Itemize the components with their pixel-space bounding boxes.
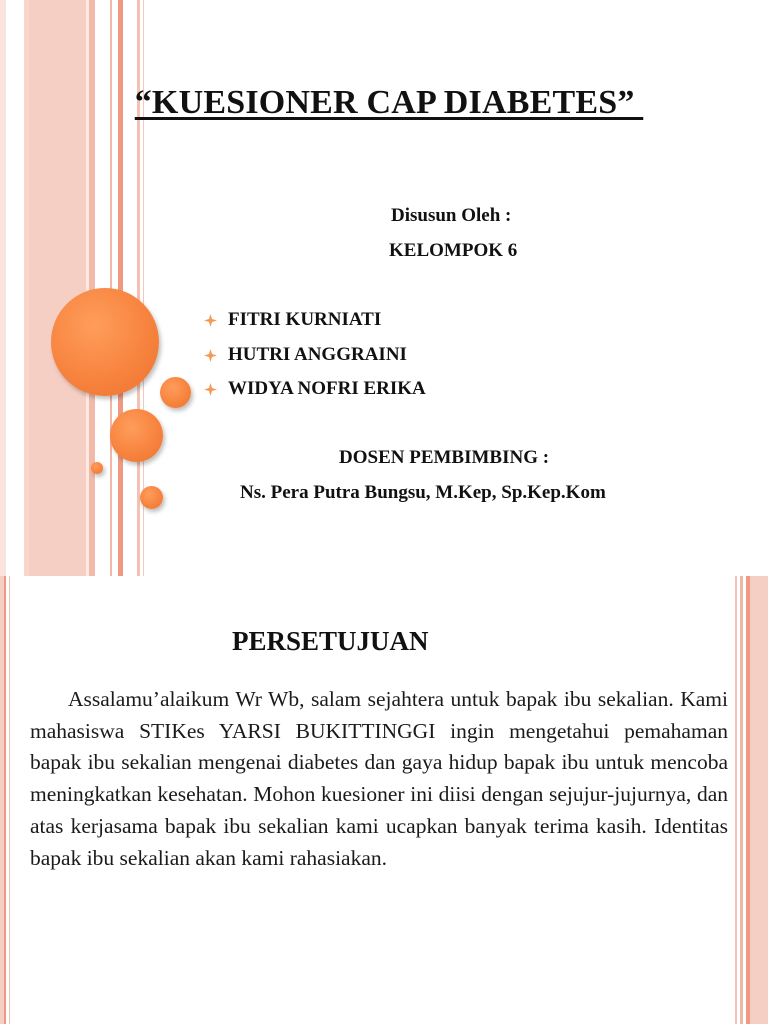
list-item — [204, 374, 426, 409]
decor-band — [9, 576, 10, 1024]
member-list — [204, 305, 426, 409]
member-name: FITRI KURNIATI — [228, 309, 382, 330]
composed-by-label: Disusun Oleh : — [391, 205, 512, 226]
consent-slide — [0, 576, 768, 1024]
decor-band — [735, 576, 737, 1024]
decor-band — [750, 576, 768, 1024]
supervisor-label: DOSEN PEMBIMBING : — [339, 447, 550, 468]
consent-paragraph: Assalamu’alaikum Wr Wb, salam sejahtera untuk bapak ibu sekalian. Kami mahasiswa STIKes YARSI BUKITTINGGI ingin mengetahui pemahaman bapak ibu sekalian mengenai diabetes dan gaya hidup bapak ibu untuk mencoba meningkatkan kesehatan. Mohon kuesioner ini diisi dengan sejujur-jujurnya, dan atas kerjasama bapak ibu sekalian kami ucapkan banyak terima kasih. Identitas bapak ibu sekalian akan kami rahasiakan. — [30, 687, 728, 870]
list-item — [204, 305, 426, 340]
decor-band — [4, 576, 6, 1024]
slide-title: “KUESIONER CAP DIABETES” — [134, 84, 644, 121]
decor-band — [740, 576, 743, 1024]
diamond-bullet-icon — [204, 383, 217, 396]
group-name: KELOMPOK 6 — [389, 240, 518, 261]
consent-heading: PERSETUJUAN — [232, 626, 429, 656]
list-item — [204, 340, 426, 375]
decor-circle-medium — [110, 409, 163, 462]
diamond-bullet-icon — [204, 314, 217, 327]
decor-circle-large — [51, 288, 159, 396]
decor-circle-small — [140, 486, 163, 509]
decor-circle-tiny — [91, 462, 103, 474]
diamond-bullet-icon — [204, 349, 217, 362]
supervisor-name: Ns. Pera Putra Bungsu, M.Kep, Sp.Kep.Kom — [240, 482, 606, 503]
decor-circle-small — [160, 377, 191, 408]
member-name: HUTRI ANGGRAINI — [228, 343, 407, 365]
member-name: WIDYA NOFRI ERIKA — [228, 378, 426, 399]
